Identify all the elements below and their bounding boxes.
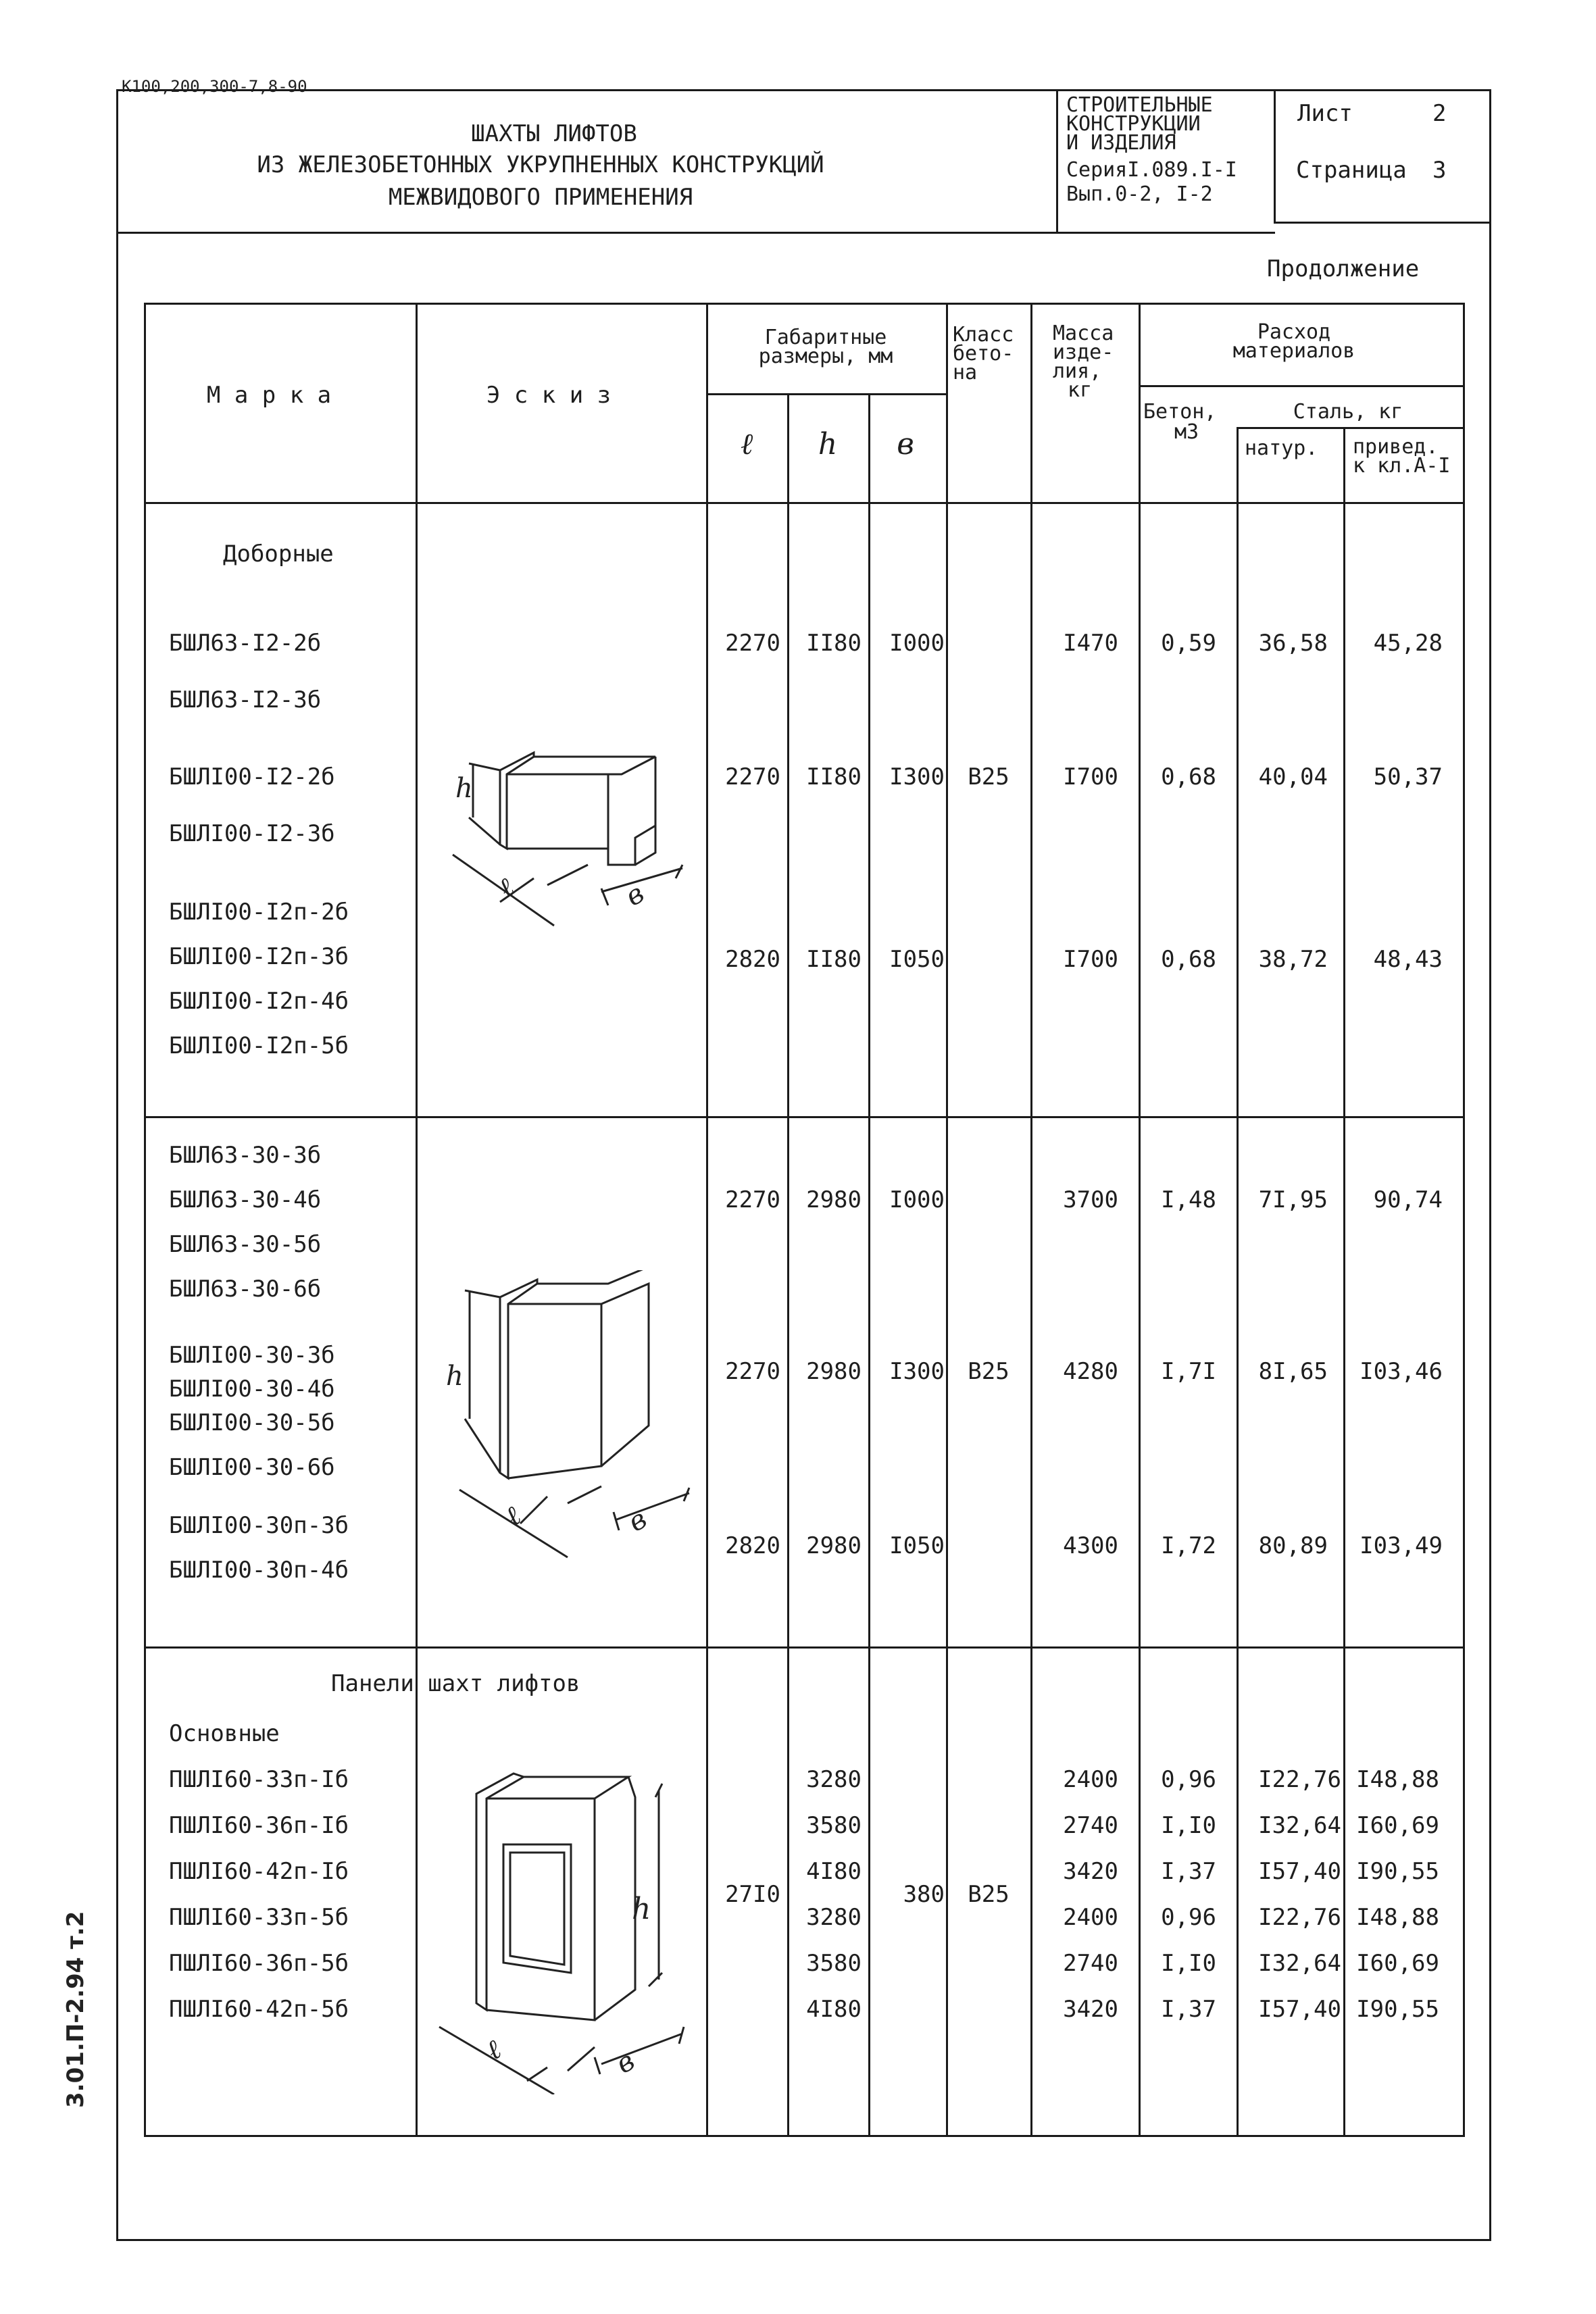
mark-s2-5: БШЛI00-30-3б [169,1342,335,1369]
s3-r6-beton: I,37 [1161,1996,1216,2023]
table-header-bottom [144,502,1464,504]
col-mark-sketch [416,303,418,2137]
s2-r2-b: I300 [889,1358,945,1385]
title-divider-1 [1056,89,1058,232]
s3-r1-natur: I22,76 [1258,1766,1341,1793]
s2-r2-klass: B25 [968,1358,1009,1385]
mark-s1-8: БШЛI00-I2п-5б [169,1032,349,1059]
s3-r4-natur: I22,76 [1258,1904,1341,1931]
hdr-priv-2: к кл.А-I [1353,454,1451,478]
s2-r3-b: I050 [889,1532,945,1559]
col-natur-priv [1343,428,1345,2137]
hdr-rashod-1: Расход [1257,320,1331,344]
s3-r4-h: 3280 [806,1904,862,1931]
hdr-priv-1: привед. [1353,435,1439,459]
mark-s1-3: БШЛI00-I2-2б [169,763,335,790]
sketch1-h: h [455,773,473,804]
table-left [144,303,146,2137]
s2-r1-mass: 3700 [1063,1186,1118,1213]
mark-s2-9: БШЛI00-30п-3б [169,1512,349,1539]
mark-s2-8: БШЛI00-30-6б [169,1454,335,1481]
hdr-h: h [818,427,838,461]
s3-r3-beton: I,37 [1161,1858,1216,1885]
sketch1-b: в [620,878,650,913]
s1-r1-mass: I470 [1063,630,1118,657]
series-line-4: СерияI.089.I-I [1066,158,1237,182]
section-divider-1 [144,1116,1464,1118]
table-top [144,303,1464,305]
s1-r3-h: II80 [806,946,862,973]
s2-r2-beton: I,7I [1161,1358,1216,1385]
s2-r3-natur: 80,89 [1258,1532,1328,1559]
s3-r2-beton: I,I0 [1161,1812,1216,1839]
s1-r1-natur: 36,58 [1258,630,1328,657]
s3-r3-h: 4I80 [806,1858,862,1885]
s1-r2-b: I300 [889,763,945,790]
mark-s3-4: ПШЛI60-33п-5б [169,1904,349,1931]
mark-s1-7: БШЛI00-I2п-4б [169,988,349,1015]
s3-r5-natur: I32,64 [1258,1950,1341,1977]
col-mass-beton [1139,303,1141,2137]
s3-r1-priv: I48,88 [1356,1766,1439,1793]
hdr-massa-3: лия, [1053,359,1102,383]
s2-r3-mass: 4300 [1063,1532,1118,1559]
hdr-gabarit-1: Габаритные [764,326,887,349]
sketch2-l: ℓ [499,1500,527,1533]
hdr-beton-2: м3 [1174,420,1199,444]
col-h-b [868,395,870,2137]
sketch3-l: ℓ [481,2034,507,2067]
s1-r2-beton: 0,68 [1161,763,1216,790]
hdr-klass-1: Класс [953,323,1014,347]
s3-b: 380 [903,1881,945,1908]
mark-s1-4: БШЛI00-I2-3б [169,820,335,847]
s2-r1-natur: 7I,95 [1258,1186,1328,1213]
s1-r2-priv: 50,37 [1373,763,1443,790]
s2-r2-priv: I03,46 [1360,1358,1443,1385]
hdr-massa-1: Масса [1053,322,1114,345]
mark-s2-7: БШЛI00-30-5б [169,1409,335,1436]
s3-r2-mass: 2740 [1063,1812,1118,1839]
s3-r5-beton: I,I0 [1161,1950,1216,1977]
hdr-l: ℓ [740,427,753,461]
hdr-stal: Сталь, кг [1293,400,1403,424]
frame-left [116,89,118,2241]
mark-s3-6: ПШЛI60-42п-5б [169,1996,349,2023]
sketch3-b: в [611,2045,641,2080]
mark-s3-3: ПШЛI60-42п-Iб [169,1858,349,1885]
section3-sub: Основные [169,1720,280,1747]
page-value: 3 [1432,157,1447,184]
s2-r2-mass: 4280 [1063,1358,1118,1385]
s3-r2-h: 3580 [806,1812,862,1839]
sketch1-l: ℓ [493,872,520,905]
s3-r3-priv: I90,55 [1356,1858,1439,1885]
s1-r1-h: II80 [806,630,862,657]
s3-r1-h: 3280 [806,1766,862,1793]
mark-s3-5: ПШЛI60-36п-5б [169,1950,349,1977]
sketch-block-small [432,730,703,946]
s3-l: 27I0 [725,1881,780,1908]
section1-heading: Доборные [223,540,334,568]
s2-r3-h: 2980 [806,1532,862,1559]
continuation-label: Продолжение [1267,255,1420,282]
s3-r5-mass: 2740 [1063,1950,1118,1977]
s1-r2-h: II80 [806,763,862,790]
frame-bottom [116,2239,1491,2241]
frame-top [116,89,1491,91]
s2-r3-beton: I,72 [1161,1532,1216,1559]
sketch2-b: в [623,1503,653,1538]
sketch-panel [426,1757,703,2094]
s3-r6-priv: I90,55 [1356,1996,1439,2023]
hdr-stal-line [1237,427,1464,429]
s2-r1-beton: I,48 [1161,1186,1216,1213]
s2-r1-l: 2270 [725,1186,780,1213]
s2-r3-priv: I03,49 [1360,1532,1443,1559]
mark-s2-1: БШЛ63-30-3б [169,1142,322,1169]
mark-s2-10: БШЛI00-30п-4б [169,1557,349,1584]
s3-r6-mass: 3420 [1063,1996,1118,2023]
hdr-massa-2: изде- [1053,341,1114,364]
mark-s3-2: ПШЛI60-36п-Iб [169,1812,349,1839]
hdr-rashod-2: материалов [1232,339,1355,363]
section3-heading: Панели шахт лифтов [331,1670,580,1697]
series-line-3: И ИЗДЕЛИЯ [1066,131,1176,155]
title-line-2: ИЗ ЖЕЛЕЗОБЕТОННЫХ УКРУПНЕННЫХ КОНСТРУКЦИЙ [257,151,824,178]
sketch-block-tall [432,1270,703,1561]
s2-r1-priv: 90,74 [1373,1186,1443,1213]
hdr-klass-3: на [953,361,978,384]
s2-r2-natur: 8I,65 [1258,1358,1328,1385]
s3-klass: B25 [968,1881,1009,1908]
s1-r1-priv: 45,28 [1373,630,1443,657]
hdr-klass-2: бето- [953,342,1014,366]
title-divider-3 [1274,222,1491,224]
s2-r3-l: 2820 [725,1532,780,1559]
s3-r3-mass: 3420 [1063,1858,1118,1885]
hdr-gabarit-2: размеры, мм [758,345,893,368]
hdr-sketch: Э с к и з [486,382,612,409]
hdr-mark: М а р к а [206,382,332,409]
s1-r1-b: I000 [889,630,945,657]
s3-r5-h: 3580 [806,1950,862,1977]
s3-r3-natur: I57,40 [1258,1858,1341,1885]
frame-right [1489,89,1491,2241]
hdr-b: в [897,427,914,461]
s3-r6-h: 4I80 [806,1996,862,2023]
s3-r1-beton: 0,96 [1161,1766,1216,1793]
hdr-gabarit-line [706,393,947,395]
col-b-klass [946,303,948,2137]
section-divider-2 [144,1646,1464,1649]
s1-r2-klass: B25 [968,763,1009,790]
s1-r1-beton: 0,59 [1161,630,1216,657]
sheet-label: Лист [1297,100,1353,127]
mark-s1-5: БШЛI00-I2п-2б [169,899,349,926]
s3-r6-natur: I57,40 [1258,1996,1341,2023]
sketch2-h: h [446,1361,464,1392]
s1-r2-l: 2270 [725,763,780,790]
title-line-3: МЕЖВИДОВОГО ПРИМЕНЕНИЯ [388,184,693,211]
table-bottom [144,2135,1464,2137]
mark-s2-2: БШЛ63-30-4б [169,1186,322,1213]
mark-s3-1: ПШЛI60-33п-Iб [169,1766,349,1793]
page-label: Страница [1296,157,1407,184]
mark-s1-1: БШЛ63-I2-2б [169,630,322,657]
s3-r4-mass: 2400 [1063,1904,1118,1931]
table-right [1463,303,1465,2137]
s1-r3-beton: 0,68 [1161,946,1216,973]
series-line-2: КОНСТРУКЦИИ [1066,112,1201,136]
col-klass-mass [1030,303,1032,2137]
sheet-value: 2 [1432,100,1447,127]
side-code: 3.01.П-2.94 т.2 [62,1911,89,2108]
s1-r3-b: I050 [889,946,945,973]
s1-r3-natur: 38,72 [1258,946,1328,973]
s1-r3-priv: 48,43 [1373,946,1443,973]
col-sketch-l [706,303,708,2137]
s3-r4-beton: 0,96 [1161,1904,1216,1931]
s3-r4-priv: I48,88 [1356,1904,1439,1931]
series-line-5: Вып.0-2, I-2 [1066,182,1213,206]
s1-r3-l: 2820 [725,946,780,973]
hdr-massa-4: кг [1068,378,1093,402]
s1-r1-l: 2270 [725,630,780,657]
hdr-beton-1: Бетон, [1143,400,1217,424]
title-line-1: ШАХТЫ ЛИФТОВ [471,120,637,147]
title-bottom-line [116,232,1275,234]
s2-r2-l: 2270 [725,1358,780,1385]
s3-r2-natur: I32,64 [1258,1812,1341,1839]
col-l-h [787,395,789,2137]
s3-r1-mass: 2400 [1063,1766,1118,1793]
s3-r5-priv: I60,69 [1356,1950,1439,1977]
sketch3-h: h [632,1892,651,1926]
mark-s2-3: БШЛ63-30-5б [169,1231,322,1258]
mark-s1-2: БШЛ63-I2-3б [169,686,322,713]
title-divider-2 [1274,89,1276,223]
s1-r3-mass: I700 [1063,946,1118,973]
doc-code: К100,200,300-7,8-90 [122,77,307,96]
hdr-rashod-line [1139,385,1464,387]
s1-r2-natur: 40,04 [1258,763,1328,790]
series-line-1: СТРОИТЕЛЬНЫЕ [1066,93,1213,117]
hdr-natur: натур. [1245,436,1318,460]
mark-s2-4: БШЛ63-30-6б [169,1276,322,1303]
mark-s2-6: БШЛI00-30-4б [169,1376,335,1403]
s1-r2-mass: I700 [1063,763,1118,790]
s3-r2-priv: I60,69 [1356,1812,1439,1839]
s2-r1-b: I000 [889,1186,945,1213]
s2-r1-h: 2980 [806,1186,862,1213]
col-beton-natur [1237,428,1239,2137]
s2-r2-h: 2980 [806,1358,862,1385]
mark-s1-6: БШЛI00-I2п-3б [169,943,349,970]
